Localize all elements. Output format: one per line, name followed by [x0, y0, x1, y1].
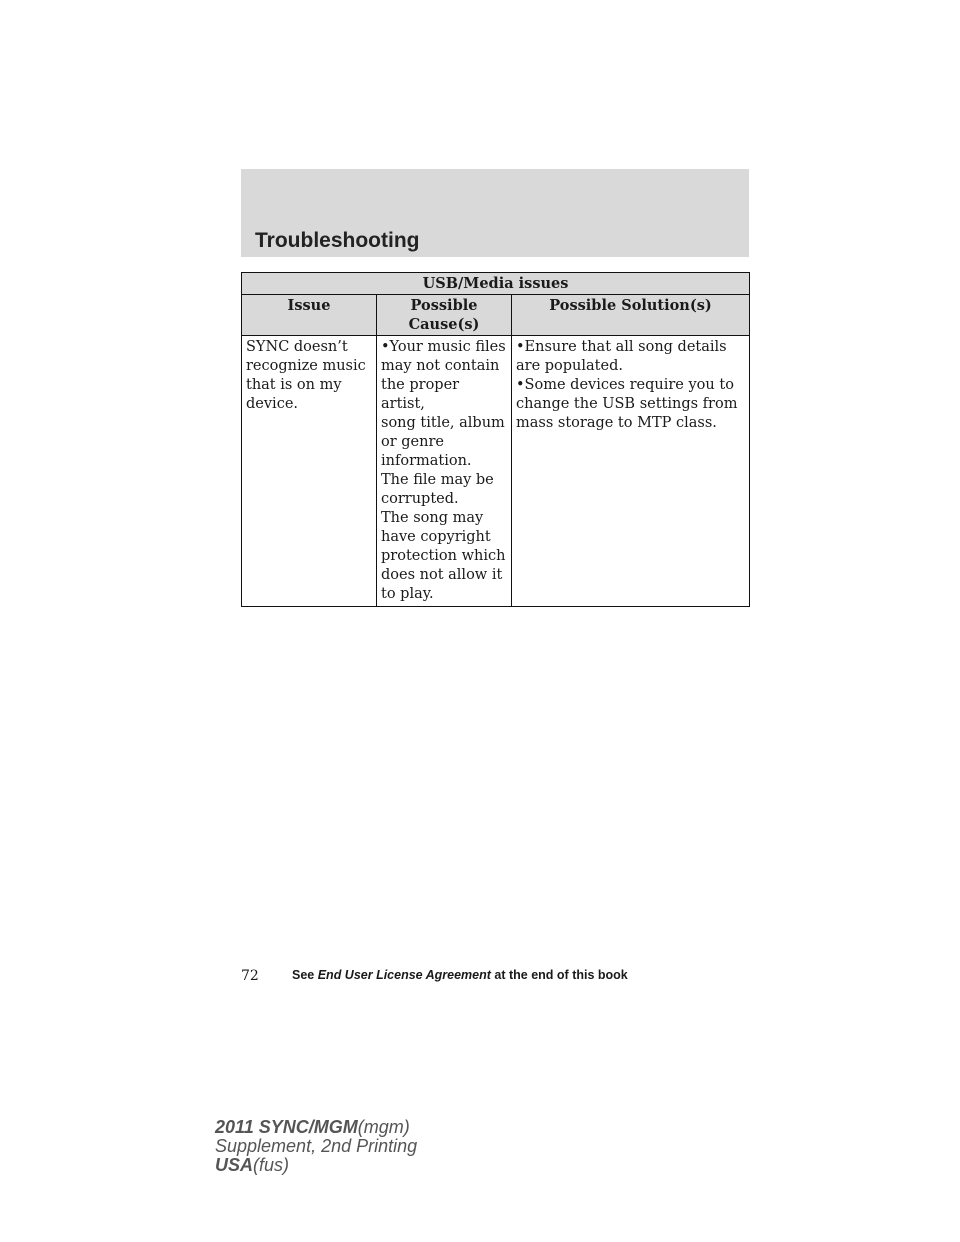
table-title-row — [242, 273, 750, 295]
header-causes-line2: Cause(s) — [408, 316, 480, 333]
license-agreement-reference: End User License Agreement — [317, 968, 491, 982]
header-issue: Issue — [242, 295, 377, 336]
solution-line: •Ensure that all song details — [516, 339, 727, 355]
print-info-line2: Supplement, 2nd Printing — [215, 1136, 418, 1156]
section-title: Troubleshooting — [255, 229, 420, 252]
solution-line: change the USB settings from — [516, 396, 738, 412]
print-info-model: 2011 SYNC/MGM — [215, 1117, 358, 1137]
cell-causes — [377, 336, 512, 607]
header-causes-line1: Possible — [410, 297, 478, 314]
cause-line: The file may be — [381, 472, 494, 488]
footer-note-pre: See — [292, 968, 318, 982]
cause-line: The song may — [381, 510, 484, 526]
solution-line: •Some devices require you to — [516, 377, 734, 393]
cause-line: have copyright — [381, 529, 491, 545]
solution-line: mass storage to MTP class. — [516, 415, 717, 431]
table-title: USB/Media issues — [242, 273, 750, 295]
issue-line: recognize music — [246, 358, 366, 374]
section-header-band — [241, 169, 749, 257]
cause-line: information. — [381, 453, 472, 469]
header-possible-causes — [377, 295, 512, 336]
header-possible-solutions: Possible Solution(s) — [512, 295, 750, 336]
print-info-line3 — [215, 1156, 417, 1175]
table-row — [242, 336, 750, 607]
cell-issue — [242, 336, 377, 607]
issue-line: device. — [246, 396, 299, 412]
cause-line: to play. — [381, 586, 434, 602]
solution-line: are populated. — [516, 358, 623, 374]
cause-line: or genre — [381, 434, 444, 450]
page-number: 72 — [241, 968, 259, 984]
cause-line: may not contain — [381, 358, 500, 374]
print-info-region: USA — [215, 1155, 254, 1175]
cause-line: corrupted. — [381, 491, 459, 507]
cause-line: •Your music files — [381, 339, 506, 355]
cause-line: does not allow it — [381, 567, 503, 583]
print-info — [215, 1118, 417, 1175]
table-header-row — [242, 295, 750, 336]
cause-line: protection which — [381, 548, 506, 564]
cause-line: song title, album — [381, 415, 505, 431]
cell-solutions — [512, 336, 750, 607]
issue-line: that is on my — [246, 377, 342, 393]
print-info-model-code: (mgm) — [357, 1117, 410, 1137]
print-info-region-code: (fus) — [253, 1155, 290, 1175]
footer-note — [292, 968, 628, 982]
issue-line: SYNC doesn’t — [246, 339, 348, 355]
print-info-line1 — [215, 1118, 417, 1137]
footer-note-post: at the end of this book — [490, 968, 628, 982]
cause-line: the proper artist, — [381, 377, 460, 412]
usb-media-issues-table — [241, 272, 750, 607]
